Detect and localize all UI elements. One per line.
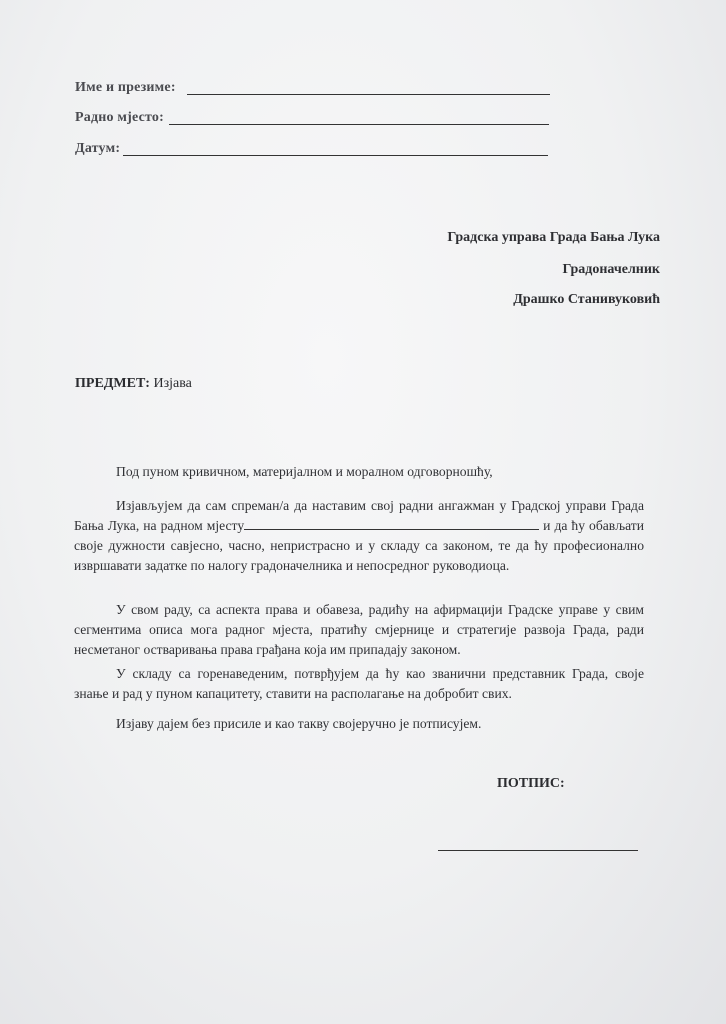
paragraph-closing: Изјаву дајем без присиле и као такву својеручно је потписујем. bbox=[116, 716, 482, 731]
workplace-label: Радно мјесто: bbox=[75, 110, 164, 125]
subject-line bbox=[75, 376, 192, 392]
recipient-person: Драшко Станивуковић bbox=[513, 292, 660, 307]
subject-label: ПРЕДМЕТ: bbox=[75, 376, 150, 391]
date-line bbox=[123, 155, 548, 156]
signature-label: ПОТПИС: bbox=[497, 776, 565, 791]
paragraph-declaration bbox=[74, 496, 644, 576]
declaration-part-a: Изјављујем да сам спреман/а да наставим свој радни ангажман у Градској управи Града Бања Лука, на радном мјесту bbox=[74, 498, 644, 533]
paragraph-opening: Под пуном кривичном, материјалном и моралном одговорношћу, bbox=[116, 464, 493, 479]
workplace-blank bbox=[244, 517, 539, 530]
subject-value: Изјава bbox=[153, 376, 192, 391]
declaration-part-b: и да ћу обављати своје дужности савјесно, часно, непристрасно и у складу са законом, те да ћу професионално извршавати задатке по налогу градоначелника и непосредног руководиоца. bbox=[74, 518, 644, 573]
name-label: Име и презиме: bbox=[75, 80, 176, 95]
workplace-field bbox=[75, 110, 164, 126]
recipient-institution: Градска управа Града Бања Лука bbox=[447, 230, 660, 245]
paragraph-confirmation: У складу са горенаведеним, потврђујем да ћу као званични представник Града, своје знање и рад у пуном капацитету, ставити на располагање на добробит свих. bbox=[74, 666, 644, 701]
paragraph-duties: У свом раду, са аспекта права и обавеза, радићу на афирмацији Градске управе у свим сегментима описа мога радног мјеста, пратићу смјернице и стратегије развоја Града, ради несметаног остваривања права грађана која им припадају законом. bbox=[74, 602, 644, 657]
date-label: Датум: bbox=[75, 141, 121, 156]
name-field bbox=[75, 80, 176, 96]
workplace-line bbox=[169, 124, 549, 125]
recipient-role: Градоначелник bbox=[562, 262, 660, 277]
date-field bbox=[75, 141, 120, 157]
signature-line bbox=[438, 850, 638, 851]
name-line bbox=[187, 94, 550, 95]
